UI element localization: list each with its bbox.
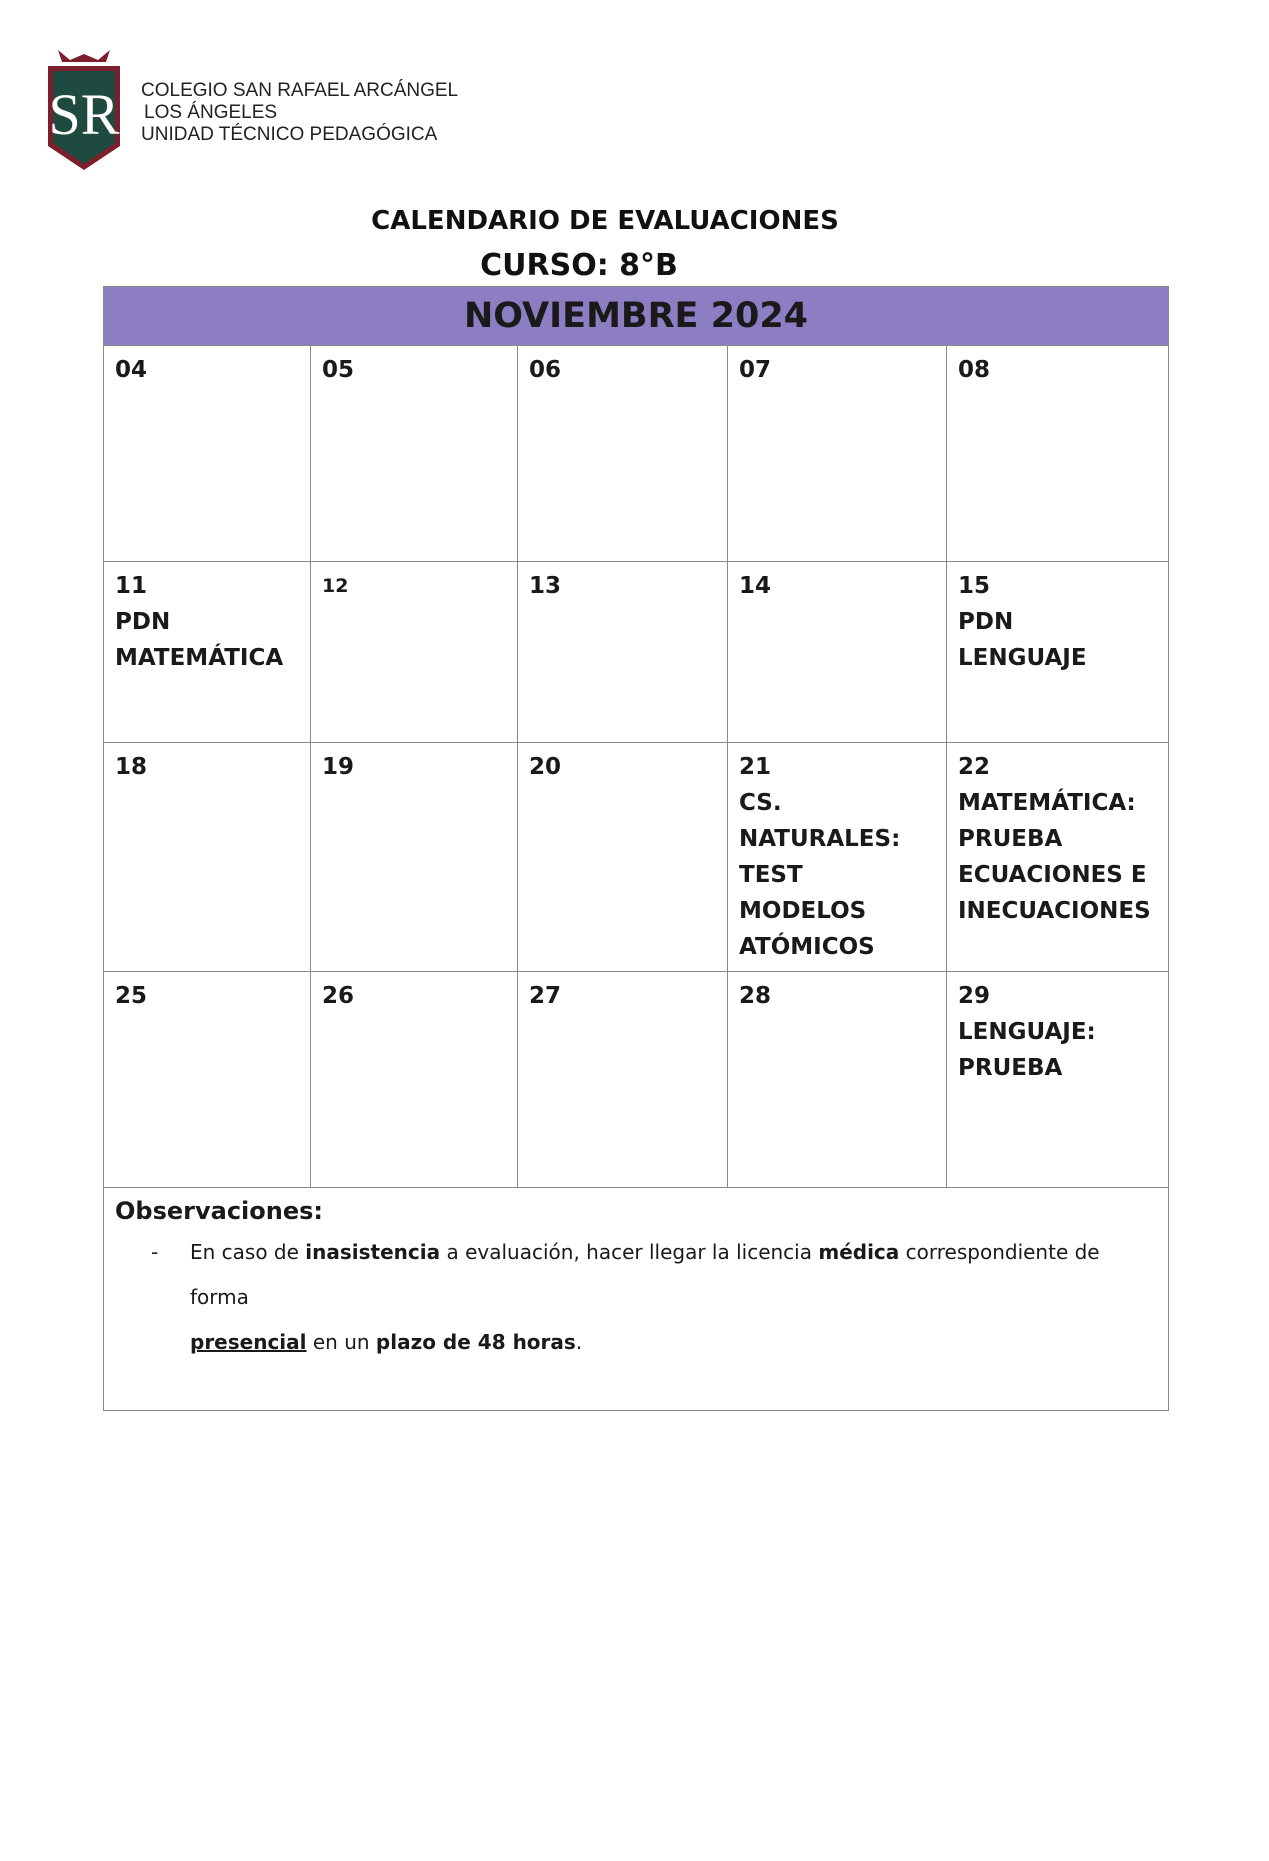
day-number: 27 [529,983,562,1009]
calendar-week-row [104,743,1169,972]
evaluation-text: TEST MODELOS [739,862,867,924]
evaluation-text: LENGUAJE [958,645,1087,671]
observations-text: - En caso de inasistencia a evaluación, hacer llegar la licencia médica correspondiente de forma presencial en un plazo de 48 horas. [190,1230,1157,1365]
calendar-day-cell [104,743,311,972]
observations-cell [104,1188,1169,1411]
calendar-day-cell [311,346,518,562]
school-city: LOS ÁNGELES [144,102,278,123]
calendar-day-cell [947,562,1169,743]
calendar-day-cell [728,562,947,743]
calendar-day-cell [518,972,728,1188]
month-header: NOVIEMBRE 2024 [104,287,1169,346]
calendar-day-cell [947,743,1169,972]
calendar-day-cell [947,346,1169,562]
day-number: 08 [958,357,991,383]
calendar-day-cell [518,743,728,972]
calendar-day-cell [311,562,518,743]
evaluation-text: INECUACIONES [958,898,1151,924]
evaluation-text: MATEMÁTICA: [958,790,1136,816]
day-number: 20 [529,754,562,780]
day-number: 25 [115,983,148,1009]
school-name: COLEGIO SAN RAFAEL ARCÁNGEL [141,80,459,101]
calendar-day-cell [518,562,728,743]
calendar-week-row [104,562,1169,743]
calendar-day-cell [947,972,1169,1188]
evaluation-text: PRUEBA [958,826,1063,852]
calendar-day-cell [728,346,947,562]
day-number: 13 [529,573,562,599]
day-number: 19 [322,754,355,780]
day-number: 22 [958,754,991,780]
calendar-day-cell [104,346,311,562]
day-number: 18 [115,754,148,780]
calendar-week-row [104,972,1169,1188]
evaluation-text: PDN [958,609,1014,635]
bullet-dash: - [151,1240,159,1264]
calendar-day-cell [728,743,947,972]
evaluation-text: LENGUAJE: [958,1019,1096,1045]
day-number: 07 [739,357,772,383]
document-title: CALENDARIO DE EVALUACIONES [371,206,839,236]
day-number: 15 [958,573,991,599]
day-number: 26 [322,983,355,1009]
course-title: CURSO: 8°B [480,248,678,283]
evaluation-text: ECUACIONES E [958,862,1147,888]
calendar-week-row [104,346,1169,562]
day-number: 12 [322,575,349,597]
evaluation-text: CS. [739,790,782,816]
school-header [141,80,458,146]
day-number: 05 [322,357,355,383]
day-number: 29 [958,983,991,1009]
day-number: 21 [739,754,772,780]
evaluation-text: ATÓMICOS [739,934,875,960]
school-logo-icon [44,46,124,172]
calendar-day-cell [728,972,947,1188]
calendar-day-cell [104,562,311,743]
evaluation-text: PDN [115,609,171,635]
calendar-day-cell [311,972,518,1188]
evaluation-text: PRUEBA [958,1055,1063,1081]
school-unit: UNIDAD TÉCNICO PEDAGÓGICA [141,124,438,145]
day-number: 04 [115,357,148,383]
calendar-day-cell [104,972,311,1188]
day-number: 28 [739,983,772,1009]
day-number: 06 [529,357,562,383]
observations-title: Observaciones: [115,1197,324,1225]
day-number: 14 [739,573,772,599]
day-number: 11 [115,573,148,599]
calendar-table [103,286,1169,1411]
evaluation-text: MATEMÁTICA [115,645,284,671]
calendar-day-cell [518,346,728,562]
evaluation-text: NATURALES: [739,826,901,852]
calendar-day-cell [311,743,518,972]
svg-text:SR: SR [48,82,120,147]
